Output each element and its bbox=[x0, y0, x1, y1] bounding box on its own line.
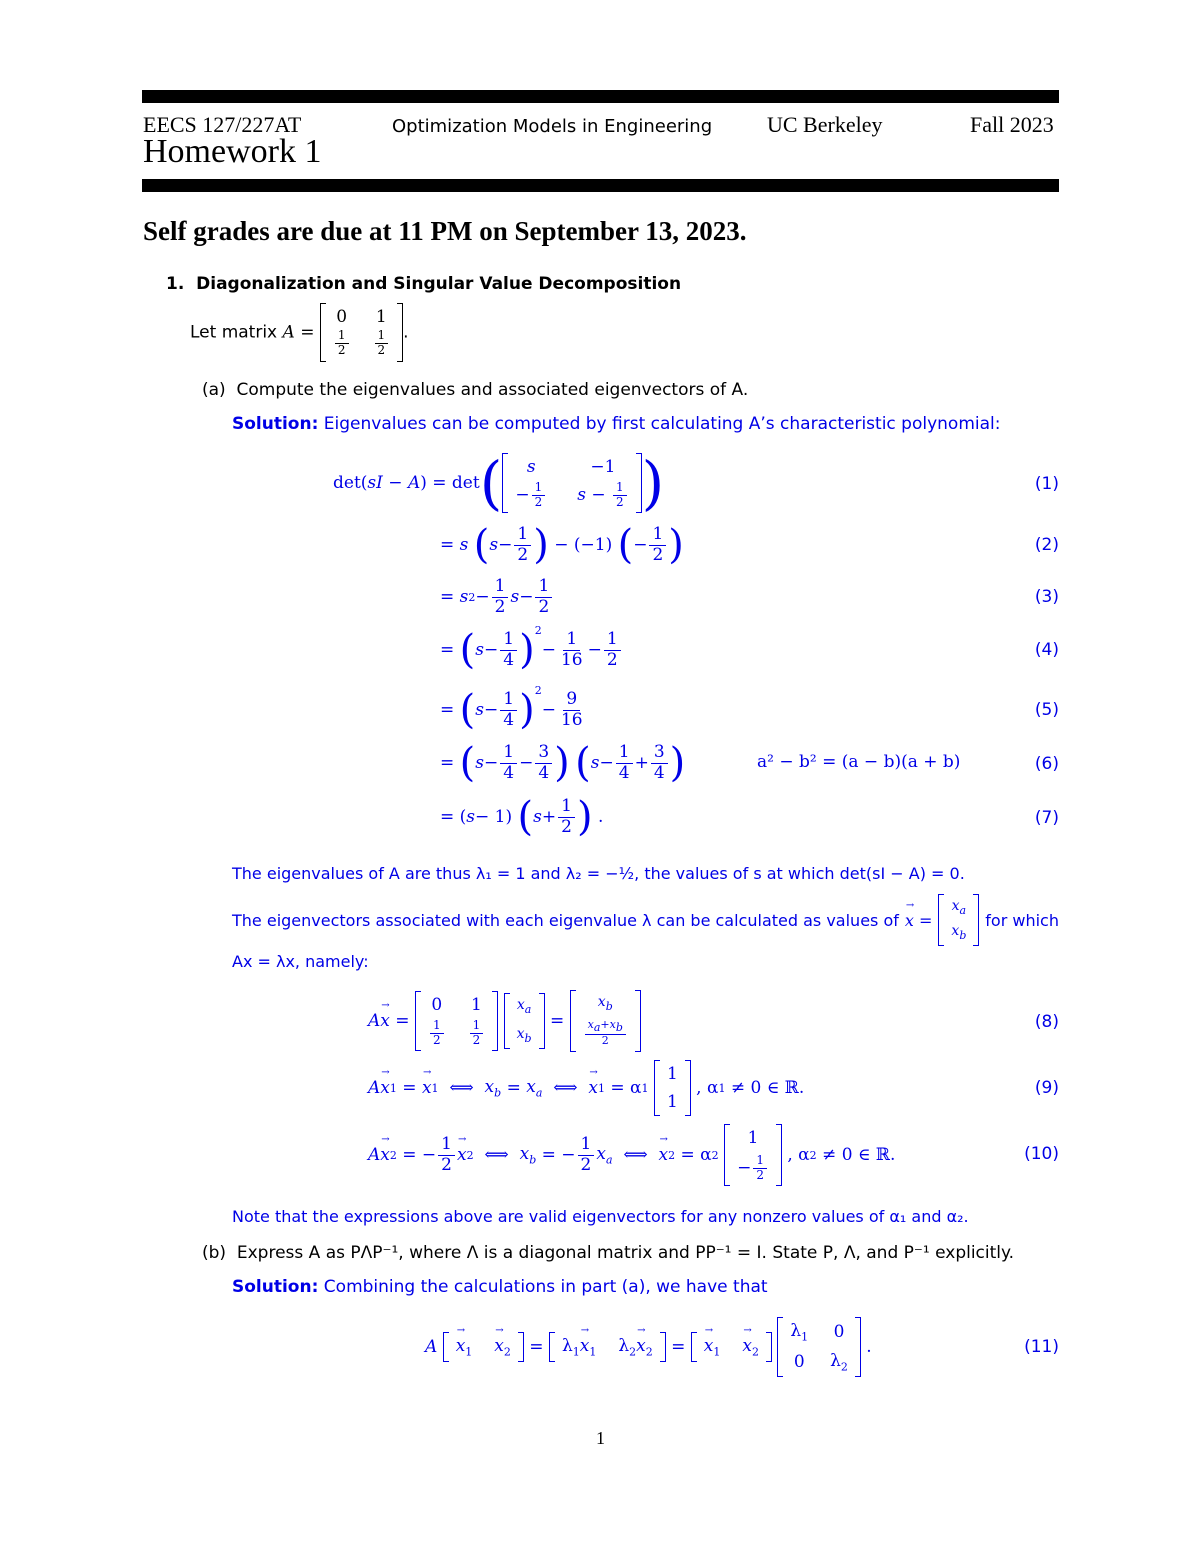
eigenvectors-text: The eigenvectors associated with each eigenvalue λ can be calculated as values of → x = $x_a$ $x_b$ for which bbox=[232, 892, 1059, 948]
equation-6: = ( s − $\frac{1}{4}$ − $\frac{3}{4}$ ) ( s − $\frac{1}{4}$ + $\frac{3}{4}$ ) bbox=[440, 740, 686, 786]
equation-1: det(sI − A) = det ( s −1 − $\frac{1}{2}$ s − $\frac{1}{2}$ ) bbox=[333, 449, 665, 517]
equation-9: A → x 1 = → x 1 ⟺ $x_b$ = $x_a$ ⟺ → x 1 = α 1 1 1 , α 1 ≠ 0 ∈ ℝ. bbox=[368, 1058, 804, 1118]
equation-number: (1) bbox=[1034, 474, 1059, 494]
equation-number: (2) bbox=[1034, 535, 1059, 555]
due-notice: Self grades are due at 11 PM on September 13, 2023. bbox=[143, 216, 747, 246]
term: Fall 2023 bbox=[970, 112, 1054, 137]
equation-number: (8) bbox=[1034, 1012, 1059, 1032]
equation-number: (6) bbox=[1034, 754, 1059, 774]
part-b-solution-intro: Solution: Combining the calculations in part (a), we have that bbox=[232, 1277, 768, 1297]
equation-3: = s 2 − $\frac{1}{2}$ s − $\frac{1}{2}$ bbox=[440, 574, 554, 620]
equation-number: (5) bbox=[1034, 700, 1059, 720]
course-code: EECS 127/227AT bbox=[143, 112, 302, 137]
equation-4: = ( s − $\frac{1}{4}$ ) $^2$ − $\frac{1}{16}$ − $\frac{1}{2}$ bbox=[440, 624, 623, 676]
identity-note: a² − b² = (a − b)(a + b) bbox=[757, 752, 961, 772]
namely-text: Ax = λx, namely: bbox=[232, 952, 369, 971]
equation-number: (10) bbox=[1024, 1144, 1059, 1164]
equation-number: (4) bbox=[1034, 640, 1059, 660]
problem-title: 1. Diagonalization and Singular Value Decomposition bbox=[166, 274, 682, 294]
note-text: Note that the expressions above are valid eigenvectors for any nonzero values of α₁ and α₂. bbox=[232, 1207, 969, 1226]
equation-7: = ( s − 1) ( s + $\frac{1}{2}$ ) . bbox=[440, 794, 604, 840]
equation-5: = ( s − $\frac{1}{4}$ ) $^2$ − $\frac{9}{16}$ bbox=[440, 684, 583, 733]
page-number: 1 bbox=[596, 1428, 605, 1448]
header-top-rule bbox=[142, 90, 1059, 103]
equation-8: A → x = 0 1 $\frac{1}{2}$ $\frac{1}{2}$ $x_a$ $x_b$ = $x_b$ $\frac{x_a+x_b}{2}$ bbox=[368, 988, 641, 1054]
part-a-question: (a) Compute the eigenvalues and associated eigenvectors of A. bbox=[202, 380, 749, 400]
homework-title: Homework 1 bbox=[143, 133, 322, 170]
equation-number: (9) bbox=[1034, 1078, 1059, 1098]
equation-2: = s ( s − $\frac{1}{2}$ ) − (−1) ( − $\frac{1}{2}$ ) bbox=[440, 522, 684, 568]
part-b-question: (b) Express A as PΛP⁻¹, where Λ is a diagonal matrix and PP⁻¹ = I. State P, Λ, and P⁻¹ explicitly. bbox=[202, 1243, 1015, 1263]
part-a-solution-intro: Solution: Eigenvalues can be computed by first calculating A’s characteristic polynomial: bbox=[232, 414, 1001, 434]
equation-10: A → x 2 = − $\frac{1}{2}$ → x 2 ⟺ $x_b$ = − $\frac{1}{2}$ $x_a$ ⟺ → x 2 = α 2 1 − $\frac{1}{2}$ , α 2 ≠ 0 ∈ ℝ. bbox=[368, 1122, 895, 1188]
equation-11: A → $x_1$ → $x_2$ = $\lambda_1\to x_1$ $\lambda_2\to x_2$ = → $x_1$ → $x_2$ $\lambda_1$ 0 0 $\lambda_2$ . bbox=[425, 1314, 872, 1380]
eigenvalues-text: The eigenvalues of A are thus λ₁ = 1 and λ₂ = −½, the values of s at which det(sI − A) = 0. bbox=[232, 864, 965, 883]
course-subject: Optimization Models in Engineering bbox=[392, 116, 713, 137]
school-name: UC Berkeley bbox=[767, 112, 883, 137]
equation-number: (3) bbox=[1034, 587, 1059, 607]
equation-number: (11) bbox=[1024, 1337, 1059, 1357]
header-bottom-rule bbox=[142, 179, 1059, 192]
matrix-definition: Let matrix A = 0 1 $\frac{1}{2}$ $\frac{1}{2}$ . bbox=[190, 303, 409, 362]
equation-number: (7) bbox=[1034, 808, 1059, 828]
